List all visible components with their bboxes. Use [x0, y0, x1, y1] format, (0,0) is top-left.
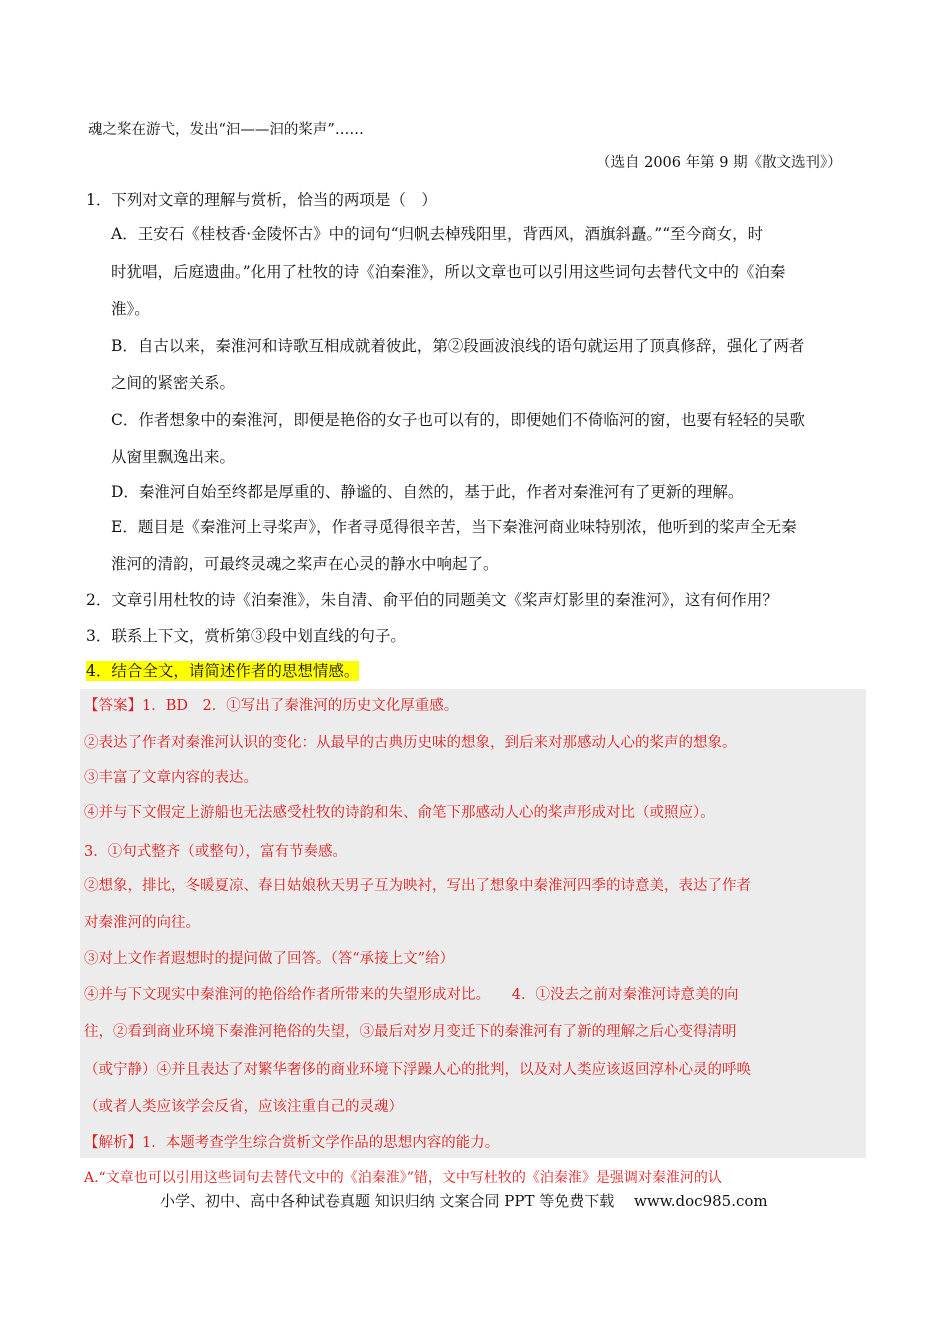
source-citation: （选自 2006 年第 9 期《散文选刊》） — [596, 155, 842, 171]
option-c-line-2: 从窗里飘逸出来。 — [111, 448, 236, 466]
option-a-line-3: 淮》。 — [111, 300, 150, 318]
option-b-line-1: B．自古以来，秦淮河和诗歌互相成就着彼此，第②段画波浪线的语句就运用了顶真修辞，强化了两者 — [111, 337, 805, 355]
answer-line-2: ②表达了作者对秦淮河认识的变化：从最早的古典历史味的想象，到后来对那感动人心的桨声的想象。 — [84, 735, 737, 751]
answer-line-11: （或宁静）④并且表达了对繁华奢侈的商业环境下浮躁人心的批判，以及对人类应该返回淳朴心灵的呼唤 — [84, 1062, 751, 1078]
intro-line: 魂之桨在游弋，发出“汩——汩的桨声”…… — [88, 122, 364, 138]
page-footer: 小学、初中、高中各种试卷真题 知识归纳 文案合同 PPT 等免费下载 www.doc985.com — [160, 1192, 768, 1210]
option-e-line-2: 淮河的清韵，可最终灵魂之桨声在心灵的静水中响起了。 — [111, 555, 499, 573]
option-a-line-1: A．王安石《桂枝香·金陵怀古》中的词句“归帆去棹残阳里，背西风，酒旗斜矗。”“至今商女，时 — [111, 225, 764, 243]
question-3: 3．联系上下文，赏析第③段中划直线的句子。 — [86, 627, 406, 645]
answer-line-9: ④并与下文现实中秦淮河的艳俗给作者所带来的失望形成对比。 4．①没去之前对秦淮河诗意美的向 — [84, 987, 739, 1003]
answer-line-6: ②想象，排比，冬暖夏凉、春日姑娘秋天男子互为映衬，写出了想象中秦淮河四季的诗意美，表达了作者 — [84, 878, 751, 894]
answer-line-5: 3．①句式整齐（或整句），富有节奏感。 — [84, 844, 347, 860]
option-e-line-1: E．题目是《秦淮河上寻桨声》，作者寻觅得很辛苦，当下秦淮河商业味特别浓，他听到的桨声全无秦 — [111, 518, 797, 536]
answer-line-4: ④并与下文假定上游船也无法感受杜牧的诗韵和朱、俞笔下那感动人心的桨声形成对比（或照应）。 — [84, 805, 715, 821]
answer-line-12: （或者人类应该学会反省，应该注重自己的灵魂） — [84, 1099, 403, 1115]
answer-line-10: 往，②看到商业环境下秦淮河艳俗的失望，③最后对岁月变迁下的秦淮河有了新的理解之后心变得清明 — [84, 1024, 737, 1040]
question-1: 1．下列对文章的理解与赏析，恰当的两项是（ ） — [86, 191, 437, 209]
answer-line-3: ③丰富了文章内容的表达。 — [84, 770, 258, 786]
option-c-line-1: C．作者想象中的秦淮河，即便是艳俗的女子也可以有的，即便她们不倚临河的窗，也要有轻轻的吴歌 — [111, 411, 805, 429]
option-b-line-2: 之间的紧密关系。 — [111, 374, 236, 392]
answer-line-7: 对秦淮河的向往。 — [84, 915, 200, 931]
question-4-highlighted: 4．结合全文，请简述作者的思想情感。 — [86, 662, 360, 680]
answer-line-1: 【答案】1．BD 2．①写出了秦淮河的历史文化厚重感。 — [84, 698, 459, 714]
analysis-line-2: A.“文章也可以引用这些词句去替代文中的《泊秦淮》”错，文中写杜牧的《泊秦淮》是强调对秦淮河的认 — [84, 1170, 722, 1186]
analysis-line-1: 【解析】1．本题考查学生综合赏析文学作品的思想内容的能力。 — [84, 1135, 500, 1151]
answer-line-8: ③对上文作者遐想时的提问做了回答。（答“承接上文”给） — [84, 951, 455, 967]
option-d-line-1: D．秦淮河自始至终都是厚重的、静谧的、自然的，基于此，作者对秦淮河有了更新的理解。 — [111, 483, 744, 501]
option-a-line-2: 时犹唱，后庭遗曲。”化用了杜牧的诗《泊秦淮》，所以文章也可以引用这些词句去替代文中的《泊秦 — [111, 263, 786, 281]
question-2: 2．文章引用杜牧的诗《泊秦淮》，朱自清、俞平伯的同题美文《桨声灯影里的秦淮河》，这有何作用？ — [86, 591, 778, 609]
